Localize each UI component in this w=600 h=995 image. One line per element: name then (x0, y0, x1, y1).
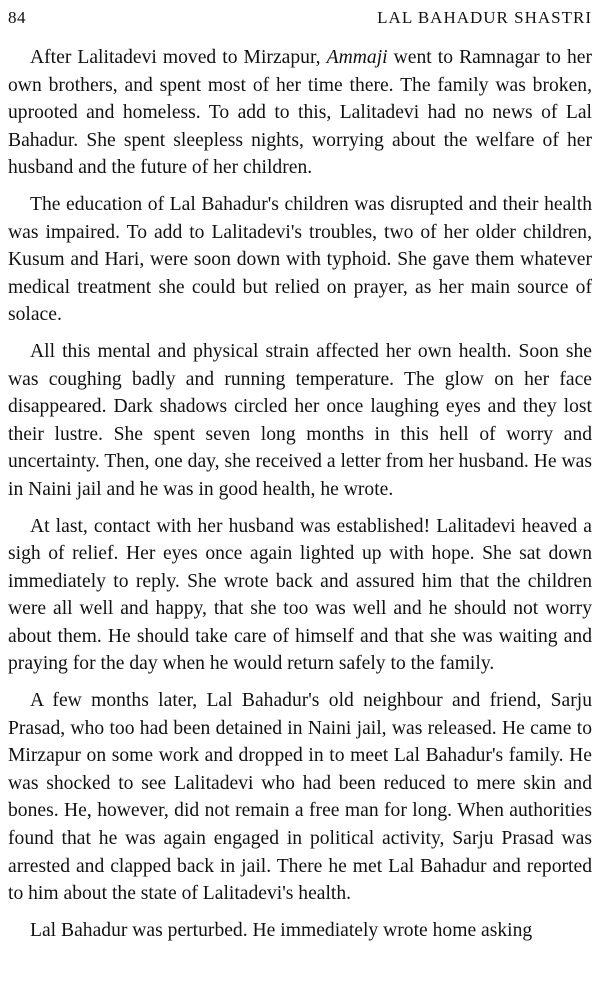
paragraph-1-lead: After Lalitadevi moved to Mirzapur, (30, 47, 327, 68)
paragraph-2: The education of Lal Bahadur's children was disrupted and their health was impaired. To add to Lalitadevi's troubles, two of her older children, Kusum and Hari, were soon down with typhoid. She gave them whatever medical treatment she could but relied on prayer, as her main source of solace. (8, 193, 592, 326)
paragraph-1-italic: Ammaji (326, 47, 388, 68)
paragraph-3: All this mental and physical strain affected her own health. Soon she was coughing badly and running temperature. The glow on her face disappeared. Dark shadows circled her once laughing eyes and they lost their lustre. She spent seven long months in this hell of worry and uncertainty. Then, one day, she received a letter from her husband. He was in Naini jail and he was in good health, he wrote. (8, 340, 592, 500)
page-number: 84 (8, 8, 26, 27)
book-page (8, 0, 592, 953)
paragraph-1-rest: went to Ramnagar to her own brothers, and spent most of her time there. The family was broken, uprooted and homeless. To add to this, Lalitadevi had no news of Lal Bahadur. She spent sleepless nights, worrying about the welfare of her husband and the future of her children. (8, 47, 592, 179)
running-title: LAL BAHADUR SHASTRI (377, 8, 592, 27)
body-text (8, 44, 592, 944)
paragraph-5: A few months later, Lal Bahadur's old neighbour and friend, Sarju Prasad, who too had been detained in Naini jail, was released. He came to Mirzapur on some work and dropped in to meet Lal Bahadur's family. He was shocked to see Lalitadevi who had been reduced to mere skin and bones. He, however, did not remain a free man for long. When authorities found that he was again engaged in political activity, Sarju Prasad was arrested and clapped back in jail. There he met Lal Bahadur and reported to him about the state of Lalitadevi's health. (8, 690, 592, 905)
paragraph-6: Lal Bahadur was perturbed. He immediately wrote home asking (30, 919, 533, 941)
running-header (8, 0, 592, 30)
paragraph-1 (8, 44, 592, 182)
paragraph-4: At last, contact with her husband was established! Lalitadevi heaved a sigh of relief. Her eyes once again lighted up with hope. She sat down immediately to reply. She wrote back and assured him that the children were all well and happy, that she too was well and he should not worry about them. He should take care of himself and that she was waiting and praying for the day when he would return safely to the family. (8, 515, 592, 675)
